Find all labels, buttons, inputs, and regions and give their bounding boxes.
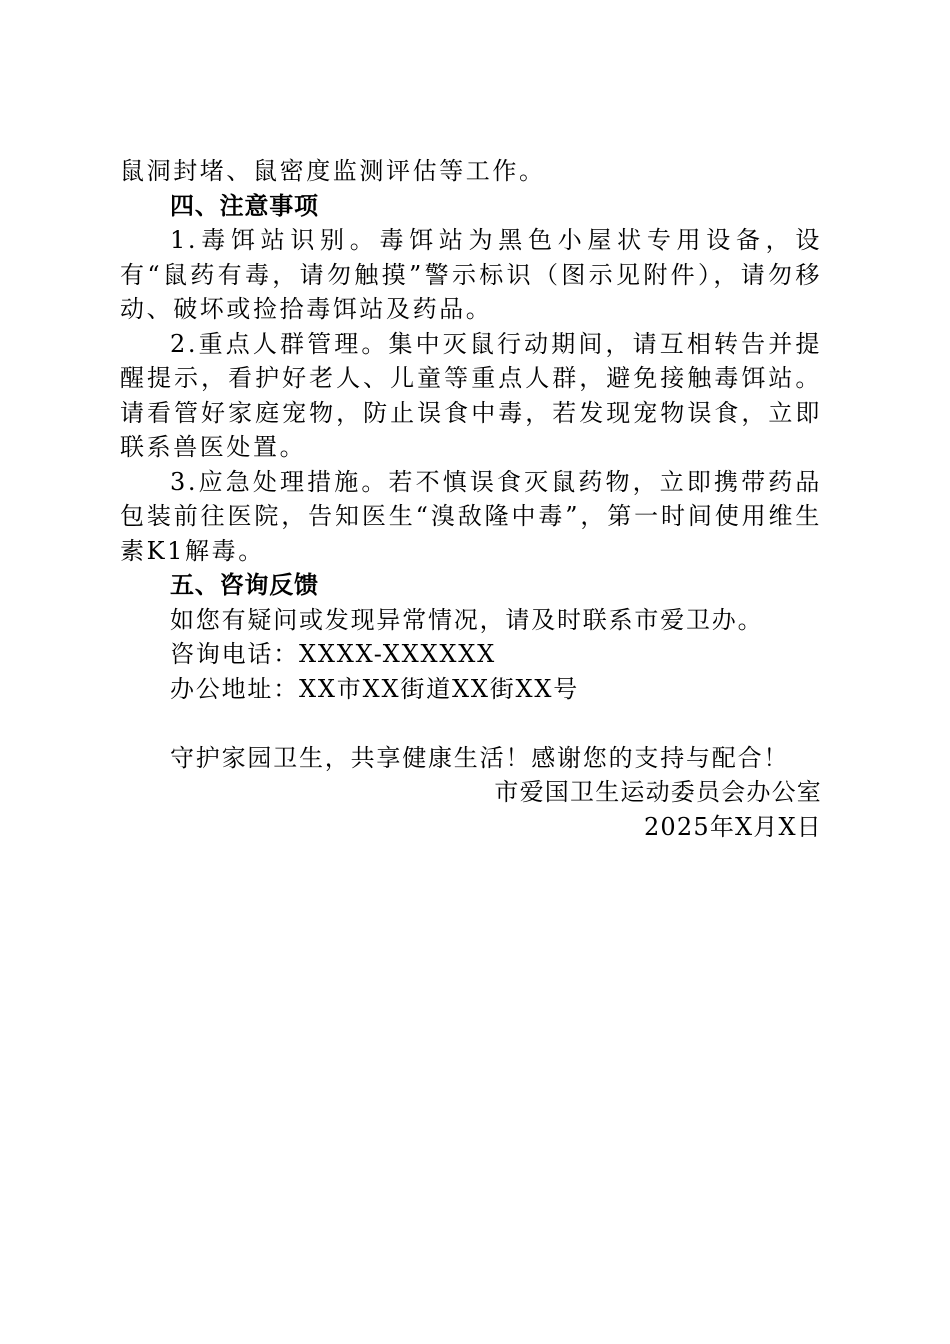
section-heading-feedback: 五、咨询反馈 bbox=[170, 571, 319, 599]
precaution-item-3: 3.应急处理措施。若不慎误食灭鼠药物，立即携带药品包装前往医院，告知医生“溴敌隆中毒”，第一时间使用维生素K1解毒。 bbox=[120, 467, 822, 565]
address-line: 办公地址：XX市XX街道XX街XX号 bbox=[170, 674, 580, 703]
precaution-item-2: 2.重点人群管理。集中灭鼠行动期间，请互相转告并提醒提示，看护好老人、儿童等重点人群，避免接触毒饵站。请看管好家庭宠物，防止误食中毒，若发现宠物误食，立即联系兽医处置。 bbox=[120, 329, 822, 461]
contact-intro: 如您有疑问或发现异常情况，请及时联系市爱卫办。 bbox=[170, 605, 764, 634]
signature-org: 市爱国卫生运动委员会办公室 bbox=[494, 778, 822, 806]
document-page bbox=[120, 154, 822, 844]
section-heading-precautions: 四、注意事项 bbox=[170, 191, 319, 220]
precaution-item-1: 1.毒饵站识别。毒饵站为黑色小屋状专用设备，设有“鼠药有毒，请勿触摸”警示标识（图示见附件），请勿移动、破坏或捡拾毒饵站及药品。 bbox=[120, 226, 822, 323]
closing-line: 守护家园卫生，共享健康生活！感谢您的支持与配合！ bbox=[170, 743, 790, 772]
blank-line bbox=[120, 706, 822, 741]
phone-line: 咨询电话：XXXX-XXXXXX bbox=[170, 640, 497, 668]
signature-date: 2025年X月X日 bbox=[643, 812, 822, 841]
paragraph-continuation: 鼠洞封堵、鼠密度监测评估等工作。 bbox=[120, 157, 546, 185]
